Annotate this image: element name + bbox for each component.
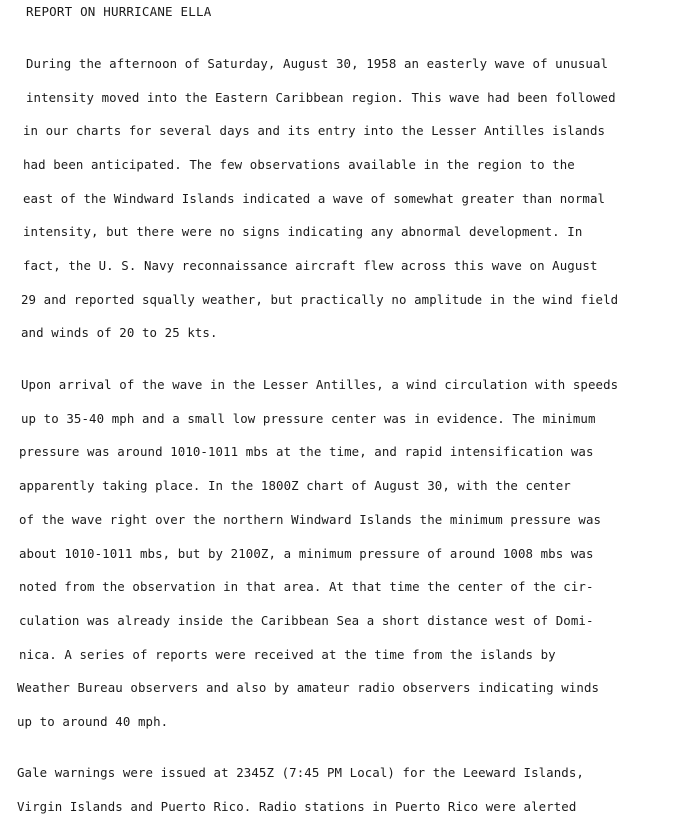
text-line: intensity moved into the Eastern Caribbean region. This wave had been followed xyxy=(26,90,616,105)
text-line: up to around 40 mph. xyxy=(17,714,169,729)
text-line: Upon arrival of the wave in the Lesser Antilles, a wind circulation with speeds xyxy=(21,377,619,392)
text-line: Virgin Islands and Puerto Rico. Radio stations in Puerto Rico were alerted xyxy=(17,799,577,814)
text-line: noted from the observation in that area. At that time the center of the cir- xyxy=(19,579,594,594)
text-line: 29 and reported squally weather, but practically no amplitude in the wind field xyxy=(21,292,619,307)
text-line: up to 35-40 mph and a small low pressure center was in evidence. The minimum xyxy=(21,411,596,426)
text-line: and winds of 20 to 25 kts. xyxy=(21,325,218,340)
report-title: REPORT ON HURRICANE ELLA xyxy=(26,4,212,19)
text-line: fact, the U. S. Navy reconnaissance aircraft flew across this wave on August xyxy=(23,258,598,273)
text-line: Weather Bureau observers and also by amateur radio observers indicating winds xyxy=(17,680,600,695)
text-line: culation was already inside the Caribbean Sea a short distance west of Domi- xyxy=(19,613,594,628)
text-line: apparently taking place. In the 1800Z chart of August 30, with the center xyxy=(19,478,571,493)
text-line: about 1010-1011 mbs, but by 2100Z, a minimum pressure of around 1008 mbs was xyxy=(19,546,594,561)
text-line: of the wave right over the northern Windward Islands the minimum pressure was xyxy=(19,512,602,527)
text-line: east of the Windward Islands indicated a wave of somewhat greater than normal xyxy=(23,191,606,206)
text-line: intensity, but there were no signs indicating any abnormal development. In xyxy=(23,224,583,239)
text-line: in our charts for several days and its entry into the Lesser Antilles islands xyxy=(23,123,606,138)
text-line: nica. A series of reports were received at the time from the islands by xyxy=(19,647,556,662)
text-line: had been anticipated. The few observations available in the region to the xyxy=(23,157,575,172)
text-line: During the afternoon of Saturday, August 30, 1958 an easterly wave of unusual xyxy=(26,56,609,71)
text-line: pressure was around 1010-1011 mbs at the time, and rapid intensification was xyxy=(19,444,594,459)
text-line: Gale warnings were issued at 2345Z (7:45 PM Local) for the Leeward Islands, xyxy=(17,765,584,780)
